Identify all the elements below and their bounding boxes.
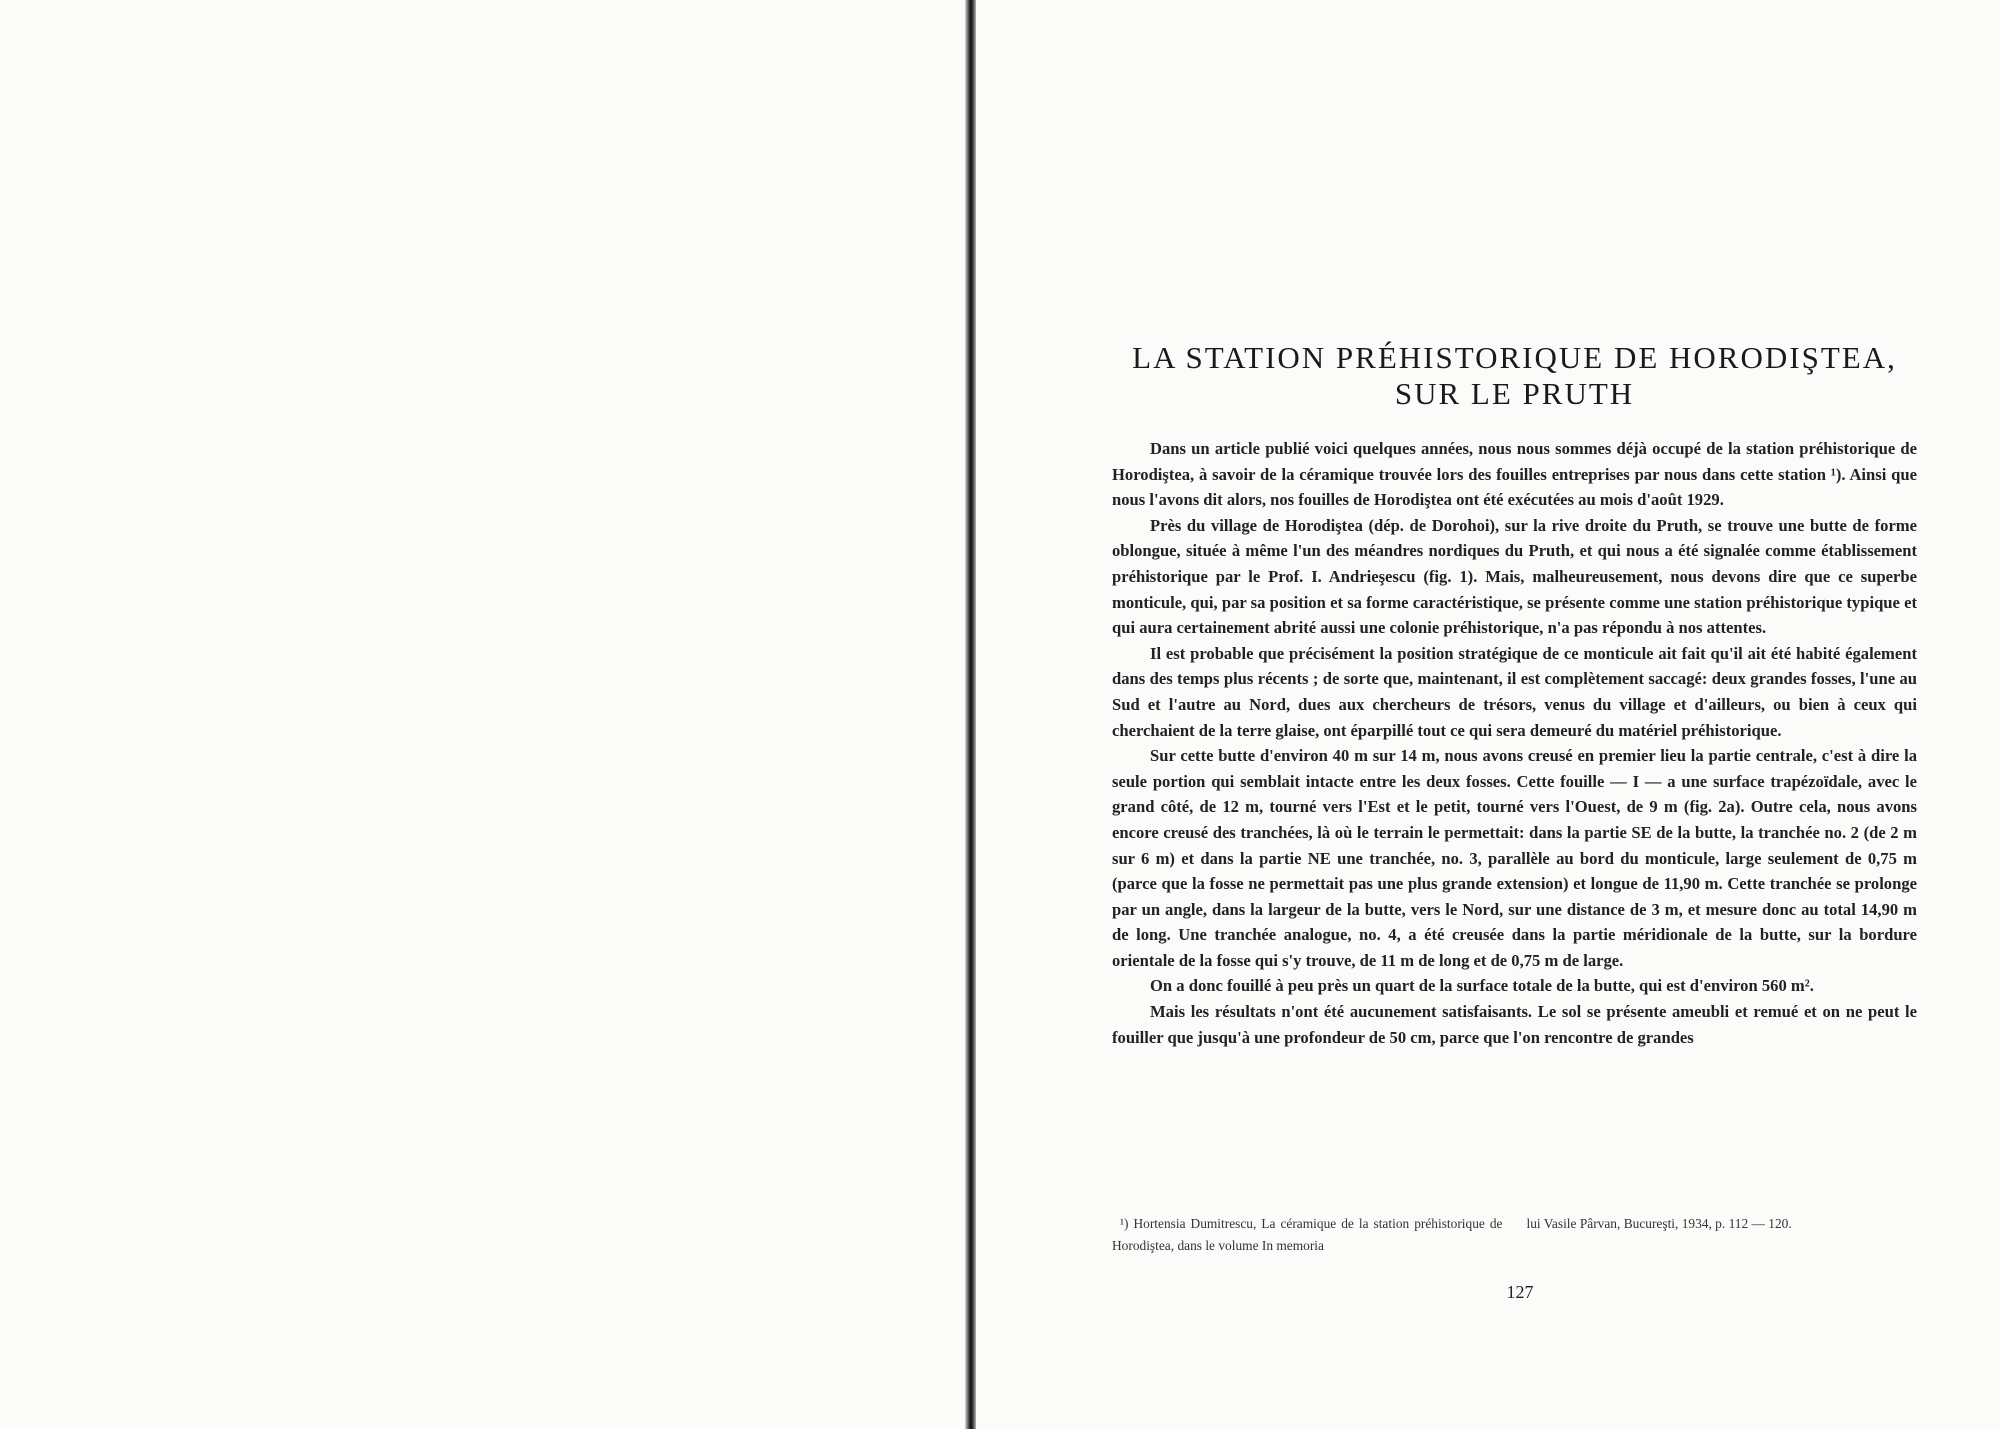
title-line-2: SUR LE PRUTH	[1394, 376, 1635, 411]
footnote-right: lui Vasile Pârvan, Bucureşti, 1934, p. 112 — 120.	[1526, 1216, 1792, 1231]
paragraph: Près du village de Horodiştea (dép. de Dorohoi), sur la rive droite du Pruth, se trouve une butte de forme oblongue, située à même l'un des méandres nordiques du Pruth, et qui nous a été signalée comme établissement préhistorique par le Prof. I. Andrieşescu (fig. 1). Mais, malheureusement, nous devons dire que ce superbe monticule, qui, par sa position et sa forme caractéristique, se présente comme une station préhistorique typique et qui aura certainement abrité aussi une colonie préhistorique, n'a pas répondu à nos attentes.	[1112, 515, 1917, 638]
left-page-blank	[0, 0, 968, 1429]
paragraph: Sur cette butte d'environ 40 m sur 14 m, nous avons creusé en premier lieu la partie centrale, c'est à dire la seule portion qui semblait intacte entre les deux fosses. Cette fouille — I — a une surface trapézoïdale, avec le grand côté, de 12 m, tourné vers l'Est et le petit, tourné vers l'Ouest, de 9 m (fig. 2a). Outre cela, nous avons encore creusé des tranchées, là où le terrain le permettait: dans la partie SE de la butte, la tranchée no. 2 (de 2 m sur 6 m) et dans la partie NE une tranchée, no. 3, parallèle au bord du monticule, large seulement de 0,75 m (parce que la fosse ne permettait pas une plus grande extension) et longue de 11,90 m. Cette tranchée se prolonge par un angle, dans la largeur de la butte, vers le Nord, sur une distance de 3 m, et mesure donc au total 14,90 m de long. Une tranchée analogue, no. 4, a été creusée dans la partie méridionale de la butte, sur la bordure orientale de la fosse qui s'y trouve, de 11 m de long et de 0,75 m de large.	[1112, 746, 1917, 970]
paragraph: Il est probable que précisément la position stratégique de ce monticule ait fait qu'il ait été habité également dans des temps plus récents ; de sorte que, maintenant, il est complètement saccagé: deux grandes fosses, l'une au Sud et l'autre au Nord, dues aux chercheurs de trésors, venus du village et d'ailleurs, ou bien à ceux qui cherchaient de la terre glaise, ont éparpillé tout ce qui sera demeuré du matériel préhistorique.	[1112, 643, 1917, 740]
paragraph: On a donc fouillé à peu près un quart de la surface totale de la butte, qui est d'environ 560 m².	[1150, 976, 1814, 996]
article-content	[1112, 340, 1917, 1050]
footnote	[1112, 1213, 1917, 1257]
title-line-1: LA STATION PRÉHISTORIQUE DE HORODIŞTEA,	[1132, 340, 1897, 375]
page-number: 127	[1506, 1282, 1534, 1302]
paragraph: Mais les résultats n'ont été aucunement satisfaisants. Le sol se présente ameubli et remué et on ne peut le fouiller que jusqu'à une profondeur de 50 cm, parce que l'on rencontre de grandes	[1112, 1002, 1917, 1047]
article-title	[1112, 340, 1917, 412]
article-body	[1112, 436, 1917, 1050]
paragraph: Dans un article publié voici quelques années, nous nous sommes déjà occupé de la station préhistorique de Horodiştea, à savoir de la céramique trouvée lors des fouilles entreprises par nous dans cette station ¹). Ainsi que nous l'avons dit alors, nos fouilles de Horodiştea ont été exécutées au mois d'août 1929.	[1112, 439, 1917, 510]
footnote-left: ¹) Hortensia Dumitrescu, La céramique de la station préhistorique de Horodiştea, dans le volume In memoria	[1112, 1216, 1503, 1253]
